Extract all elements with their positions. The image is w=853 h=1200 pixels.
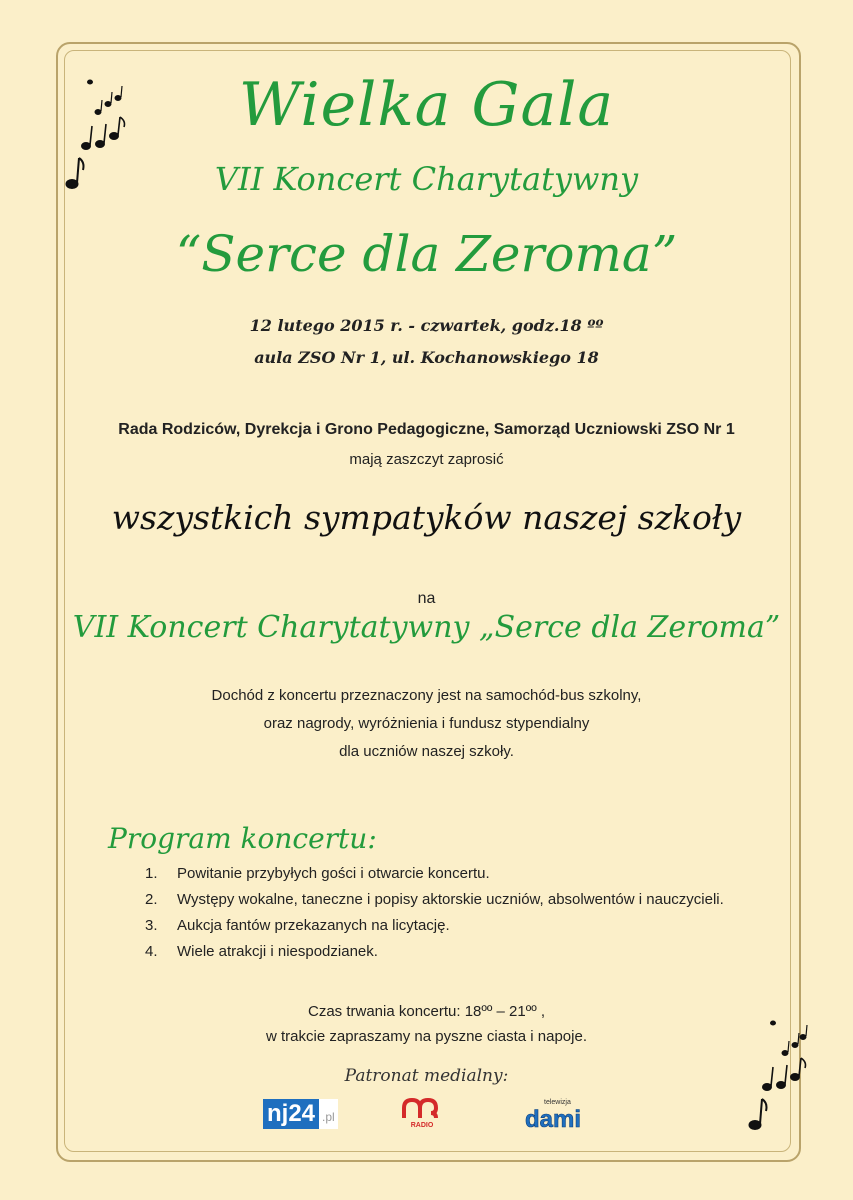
music-notes-icon [745, 1015, 820, 1140]
guests-heading: wszystkich sympatyków naszej szkoły [111, 498, 742, 537]
dami-logo-text: dami [524, 1106, 582, 1130]
program-item [145, 940, 735, 964]
income-line: dla uczniów naszej szkoły. [339, 743, 514, 760]
program-item-number: 1. [145, 865, 158, 882]
concert-name: “Serce dla Zeroma” [175, 225, 678, 283]
main-title: Wielka Gala [238, 70, 615, 140]
program-item-number: 3. [145, 917, 158, 934]
program-item [145, 862, 735, 886]
program-item-text: Powitanie przybyłych gości i otwarcie koncertu. [177, 865, 490, 882]
invite-text: mają zaszczyt zaprosić [349, 451, 504, 468]
to-text: na [417, 590, 436, 607]
radio-logo[interactable] [398, 1096, 446, 1130]
organizers-text: Rada Rodziców, Dyrekcja i Grono Pedagogiczne, Samorząd Uczniowski ZSO Nr 1 [118, 421, 735, 438]
patronage-label: Patronat medialny: [344, 1066, 509, 1086]
program-item-number: 2. [145, 891, 158, 908]
program-item [145, 914, 735, 938]
income-line: Dochód z koncertu przeznaczony jest na samochód-bus szkolny, [211, 687, 642, 704]
event-place: aula ZSO Nr 1, ul. Kochanowskiego 18 [254, 348, 599, 367]
concert-line: VII Koncert Charytatywny „Serce dla Zeroma” [72, 610, 781, 645]
program-title: Program koncertu: [108, 822, 377, 855]
program-item-text: Występy wokalne, taneczne i popisy aktorskie uczniów, absolwentów i nauczycieli. [177, 891, 724, 908]
income-paragraph [0, 682, 853, 766]
nj24-logo-text: nj24 [263, 1099, 319, 1129]
dami-logo-tag: telewizja [544, 1099, 571, 1106]
program-item-text: Wiele atrakcji i niespodzianek. [177, 943, 378, 960]
subtitle: VII Koncert Charytatywny [214, 160, 639, 198]
duration-paragraph [0, 999, 853, 1049]
dami-logo[interactable] [522, 1096, 584, 1130]
nj24-logo[interactable] [263, 1097, 338, 1129]
program-item-text: Aukcja fantów przekazanych na licytację. [177, 917, 450, 934]
program-item [145, 888, 735, 912]
program-list [145, 862, 735, 966]
duration-line: Czas trwania koncertu: 18ºº – 21ºº , [307, 1003, 546, 1020]
program-item-number: 4. [145, 943, 158, 960]
duration-line: w trakcie zapraszamy na pyszne ciasta i napoje. [266, 1028, 587, 1045]
nj24-logo-suffix: .pl [319, 1099, 338, 1129]
radio-logo-text: RADIO [410, 1122, 434, 1129]
event-date: 12 lutego 2015 r. - czwartek, godz.18 ºº [249, 316, 604, 335]
income-line: oraz nagrody, wyróżnienia i fundusz stypendialny [263, 715, 590, 732]
